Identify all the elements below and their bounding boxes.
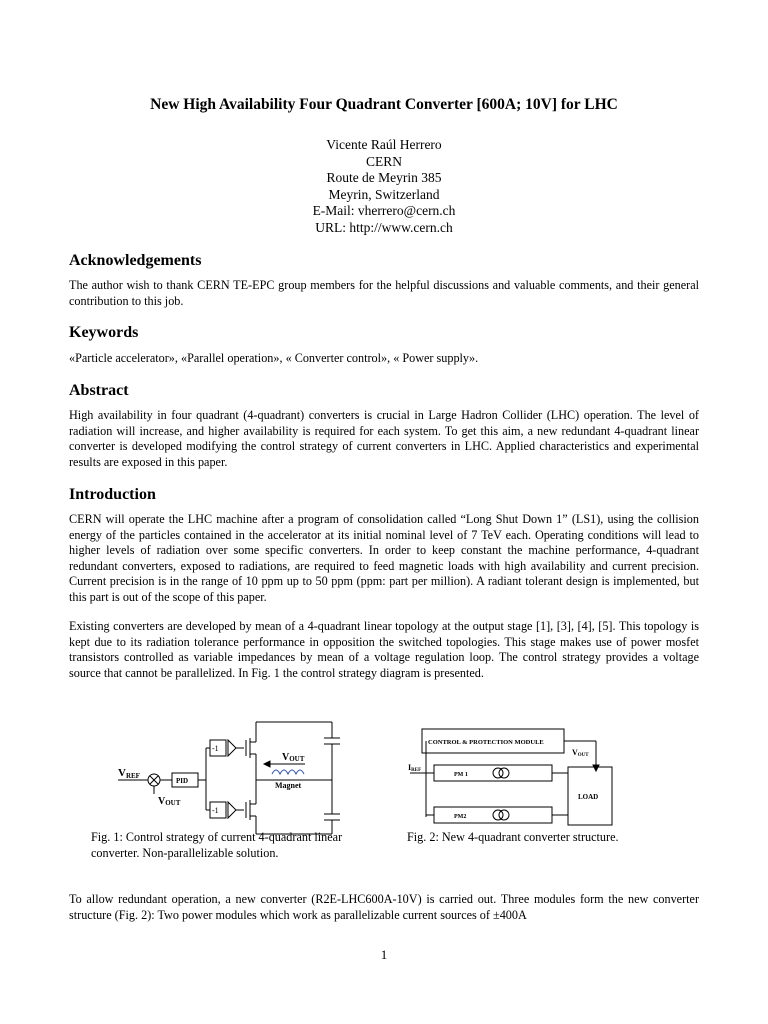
figure-2-caption: Fig. 2: New 4-quadrant converter structure.	[407, 830, 619, 844]
introduction-heading: Introduction	[69, 486, 156, 503]
author-url: URL: http://www.cern.ch	[315, 219, 453, 235]
page-number: 1	[380, 947, 388, 962]
svg-text:VOUT	[572, 748, 589, 758]
fig1-minus1-bottom: -1	[212, 806, 219, 815]
author-city: Meyrin, Switzerland	[328, 186, 440, 202]
ack-heading: Acknowledgements	[69, 252, 202, 269]
paper-title: New High Availability Four Quadrant Converter [600A; 10V] for LHC	[150, 96, 618, 113]
author-email: E-Mail: vherrero@cern.ch	[312, 203, 456, 219]
author-street: Route de Meyrin 385	[326, 170, 442, 186]
final-paragraph: To allow redundant operation, a new converter (R2E-LHC600A-10V) is carried out. Three modules form the new converter structure (Fig. 2): Two power modules which work as parallelizable current sources of ±400A	[69, 892, 699, 922]
figure-2-diagram	[400, 725, 625, 830]
intro-paragraph-2: Existing converters are developed by mean of a 4-quadrant linear topology at the output stage [1], [3], [4], [5]. This topology is kept due to its radiation tolerance performance in opposition the switched topologies. This stage makes use of power mosfet transistors controlled as variable impedances by mean of a voltage regulation loop. The control strategy provides a voltage source that cannot be parallelized. In Fig. 1 the control strategy diagram is presented.	[69, 619, 699, 680]
fig1-minus1-top: -1	[212, 744, 219, 753]
fig2-control-module: CONTROL & PROTECTION MODULE	[428, 739, 544, 746]
fig1-vout-bottom-sub: OUT	[165, 799, 181, 807]
ack-text: The author wish to thank CERN TE-EPC group members for the helpful discussions and valuable comments, and their general contribution to this job.	[69, 278, 699, 308]
fig2-pm1-label: PM 1	[454, 772, 468, 778]
fig2-iref: I	[408, 763, 412, 772]
svg-text:VOUT	[158, 796, 181, 807]
fig1-vout-right: V	[282, 752, 290, 763]
fig2-vout-sub: OUT	[577, 753, 589, 758]
keywords-text: «Particle accelerator», «Parallel operation», « Converter control», « Power supply».	[69, 351, 479, 365]
fig1-vout-bottom: V	[158, 796, 166, 807]
author-name: Vicente Raúl Herrero	[326, 137, 442, 152]
author-org: CERN	[365, 153, 402, 169]
author-block	[0, 137, 768, 237]
fig2-load-label: LOAD	[578, 793, 599, 801]
intro-paragraph-1: CERN will operate the LHC machine after a program of consolidation called “Long Shut Down 1” (LS1), using the collision energy of the particles contained in the accelerator at its initial nominal level of 7 TeV each. Operating conditions will lead to higher levels of radiation over some specific converters. In order to keep constant the machine performance, 4-quadrant redundant converters, exposed to radiations, are required to feed magnetic loads with high availability and current precision. Current precision is in the range of 10 ppm up to 50 ppm (ppm: part per million). A radiant tolerant design is implemented, but this part is out of the scope of this paper.	[69, 512, 699, 604]
figure-1-caption: Fig. 1: Control strategy of current 4-quadrant linear converter. Non-parallelizable solution.	[91, 830, 343, 860]
fig1-magnet-label: Magnet	[275, 781, 302, 790]
svg-text:VREF	[118, 767, 140, 780]
figure-1-diagram	[110, 718, 365, 836]
svg-text:IREF	[408, 763, 421, 773]
svg-text:VOUT	[282, 752, 305, 763]
fig2-pm2-label: PM2	[454, 814, 467, 820]
fig1-vout-right-sub: OUT	[289, 755, 305, 763]
fig2-vout: V	[572, 748, 578, 757]
abstract-text: High availability in four quadrant (4-quadrant) converters is crucial in Large Hadron Collider (LHC) operation. The level of radiation will increase, and higher availability is required for each system. To get this aim, a new redundant 4-quadrant linear converter is developed modifying the control strategy of current converters in LHC. Applied characteristics and experimental results are exposed in this paper.	[69, 408, 699, 469]
abstract-heading: Abstract	[69, 382, 129, 399]
fig1-vref-sub: REF	[125, 772, 140, 780]
fig1-pid-label: PID	[176, 777, 189, 785]
fig2-iref-sub: REF	[411, 768, 422, 773]
keywords-heading: Keywords	[69, 324, 139, 341]
fig1-vref: V	[118, 767, 126, 779]
